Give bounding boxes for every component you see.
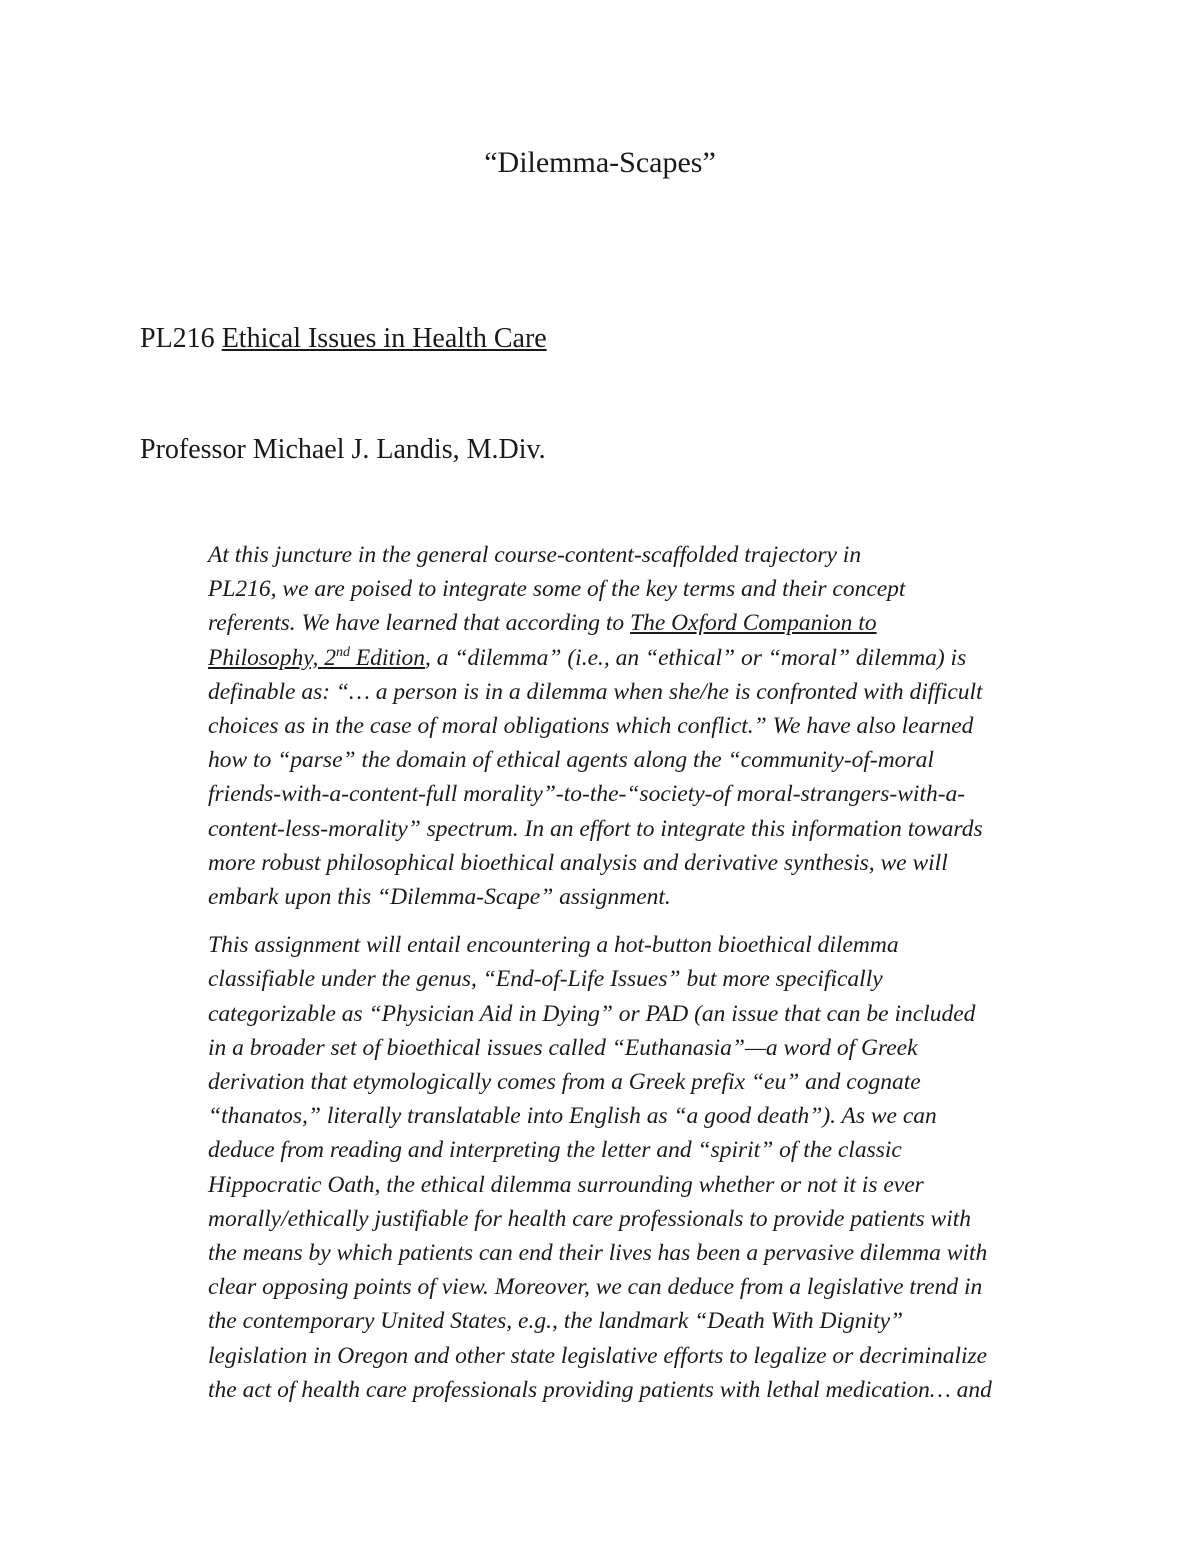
- text-line: more robust philosophical bioethical analysis and derivative synthesis, we will: [208, 849, 948, 876]
- text-line: [140, 606, 1080, 640]
- text-fragment: Edition: [349, 644, 426, 671]
- text-line: At this juncture in the general course-content-scaffolded trajectory in: [208, 542, 862, 568]
- text-line: [140, 641, 1080, 675]
- paragraph-intro: [140, 538, 1080, 914]
- text-line: the act of health care professionals providing patients with lethal medication… and: [208, 1376, 992, 1403]
- text-line: friends-with-a-content-full morality”-to-the-“society-of moral-strangers-with-a-: [208, 781, 966, 808]
- course-name: Ethical Issues in Health Care: [221, 323, 547, 354]
- superscript: nd: [335, 644, 350, 660]
- text-line: classifiable under the genus, “End-of-Life Issues” but more specifically: [208, 966, 883, 993]
- text-line: how to “parse” the domain of ethical agents along the “community-of-moral: [208, 747, 934, 774]
- course-heading: [140, 320, 547, 358]
- text-line: morally/ethically justifiable for health care professionals to provide patients with: [208, 1205, 972, 1232]
- text-line: content-less-morality” spectrum. In an effort to integrate this information towards: [208, 815, 983, 842]
- text-line: derivation that etymologically comes from a Greek prefix “eu” and cognate: [208, 1069, 921, 1096]
- text-line: choices as in the case of moral obligations which conflict.” We have also learned: [208, 713, 974, 740]
- text-line: the contemporary United States, e.g., the landmark “Death With Dignity”: [208, 1308, 904, 1335]
- text-fragment: , a “dilemma” (i.e., an “ethical” or “moral” dilemma) is: [425, 644, 967, 671]
- text-line: definable as: “… a person is in a dilemma when she/he is confronted with difficult: [208, 678, 983, 705]
- professor-name: Professor Michael J. Landis, M.Div.: [140, 434, 546, 465]
- text-line: legislation in Oregon and other state legislative efforts to legalize or decriminalize: [208, 1342, 988, 1369]
- text-line: “thanatos,” literally translatable into English as “a good death”). As we can: [208, 1103, 937, 1130]
- text-line: in a broader set of bioethical issues called “Euthanasia”—a word of Greek: [208, 1034, 918, 1061]
- book-title-reference: The Oxford Companion to: [630, 610, 877, 637]
- assignment-body: [140, 538, 1080, 1407]
- text-line: the means by which patients can end their lives has been a pervasive dilemma with: [208, 1240, 988, 1267]
- text-line: clear opposing points of view. Moreover, we can deduce from a legislative trend in: [208, 1274, 983, 1301]
- text-line: embark upon this “Dilemma-Scape” assignment.: [208, 884, 671, 911]
- text-fragment: referents. We have learned that according to: [208, 610, 631, 637]
- document-title: “Dilemma-Scapes”: [484, 146, 716, 179]
- text-line: deduce from reading and interpreting the letter and “spirit” of the classic: [208, 1137, 902, 1164]
- text-line: Hippocratic Oath, the ethical dilemma surrounding whether or not it is ever: [208, 1171, 924, 1198]
- course-code: PL216: [140, 323, 215, 354]
- text-line: PL216, we are poised to integrate some of the key terms and their concept: [208, 576, 906, 603]
- paragraph-assignment: [140, 928, 1080, 1407]
- book-title-reference: [208, 645, 425, 671]
- text-line: This assignment will entail encountering a hot-button bioethical dilemma: [208, 932, 899, 959]
- text-fragment: Philosophy, 2: [208, 644, 336, 671]
- text-line: categorizable as “Physician Aid in Dying” or PAD (an issue that can be included: [208, 1000, 976, 1027]
